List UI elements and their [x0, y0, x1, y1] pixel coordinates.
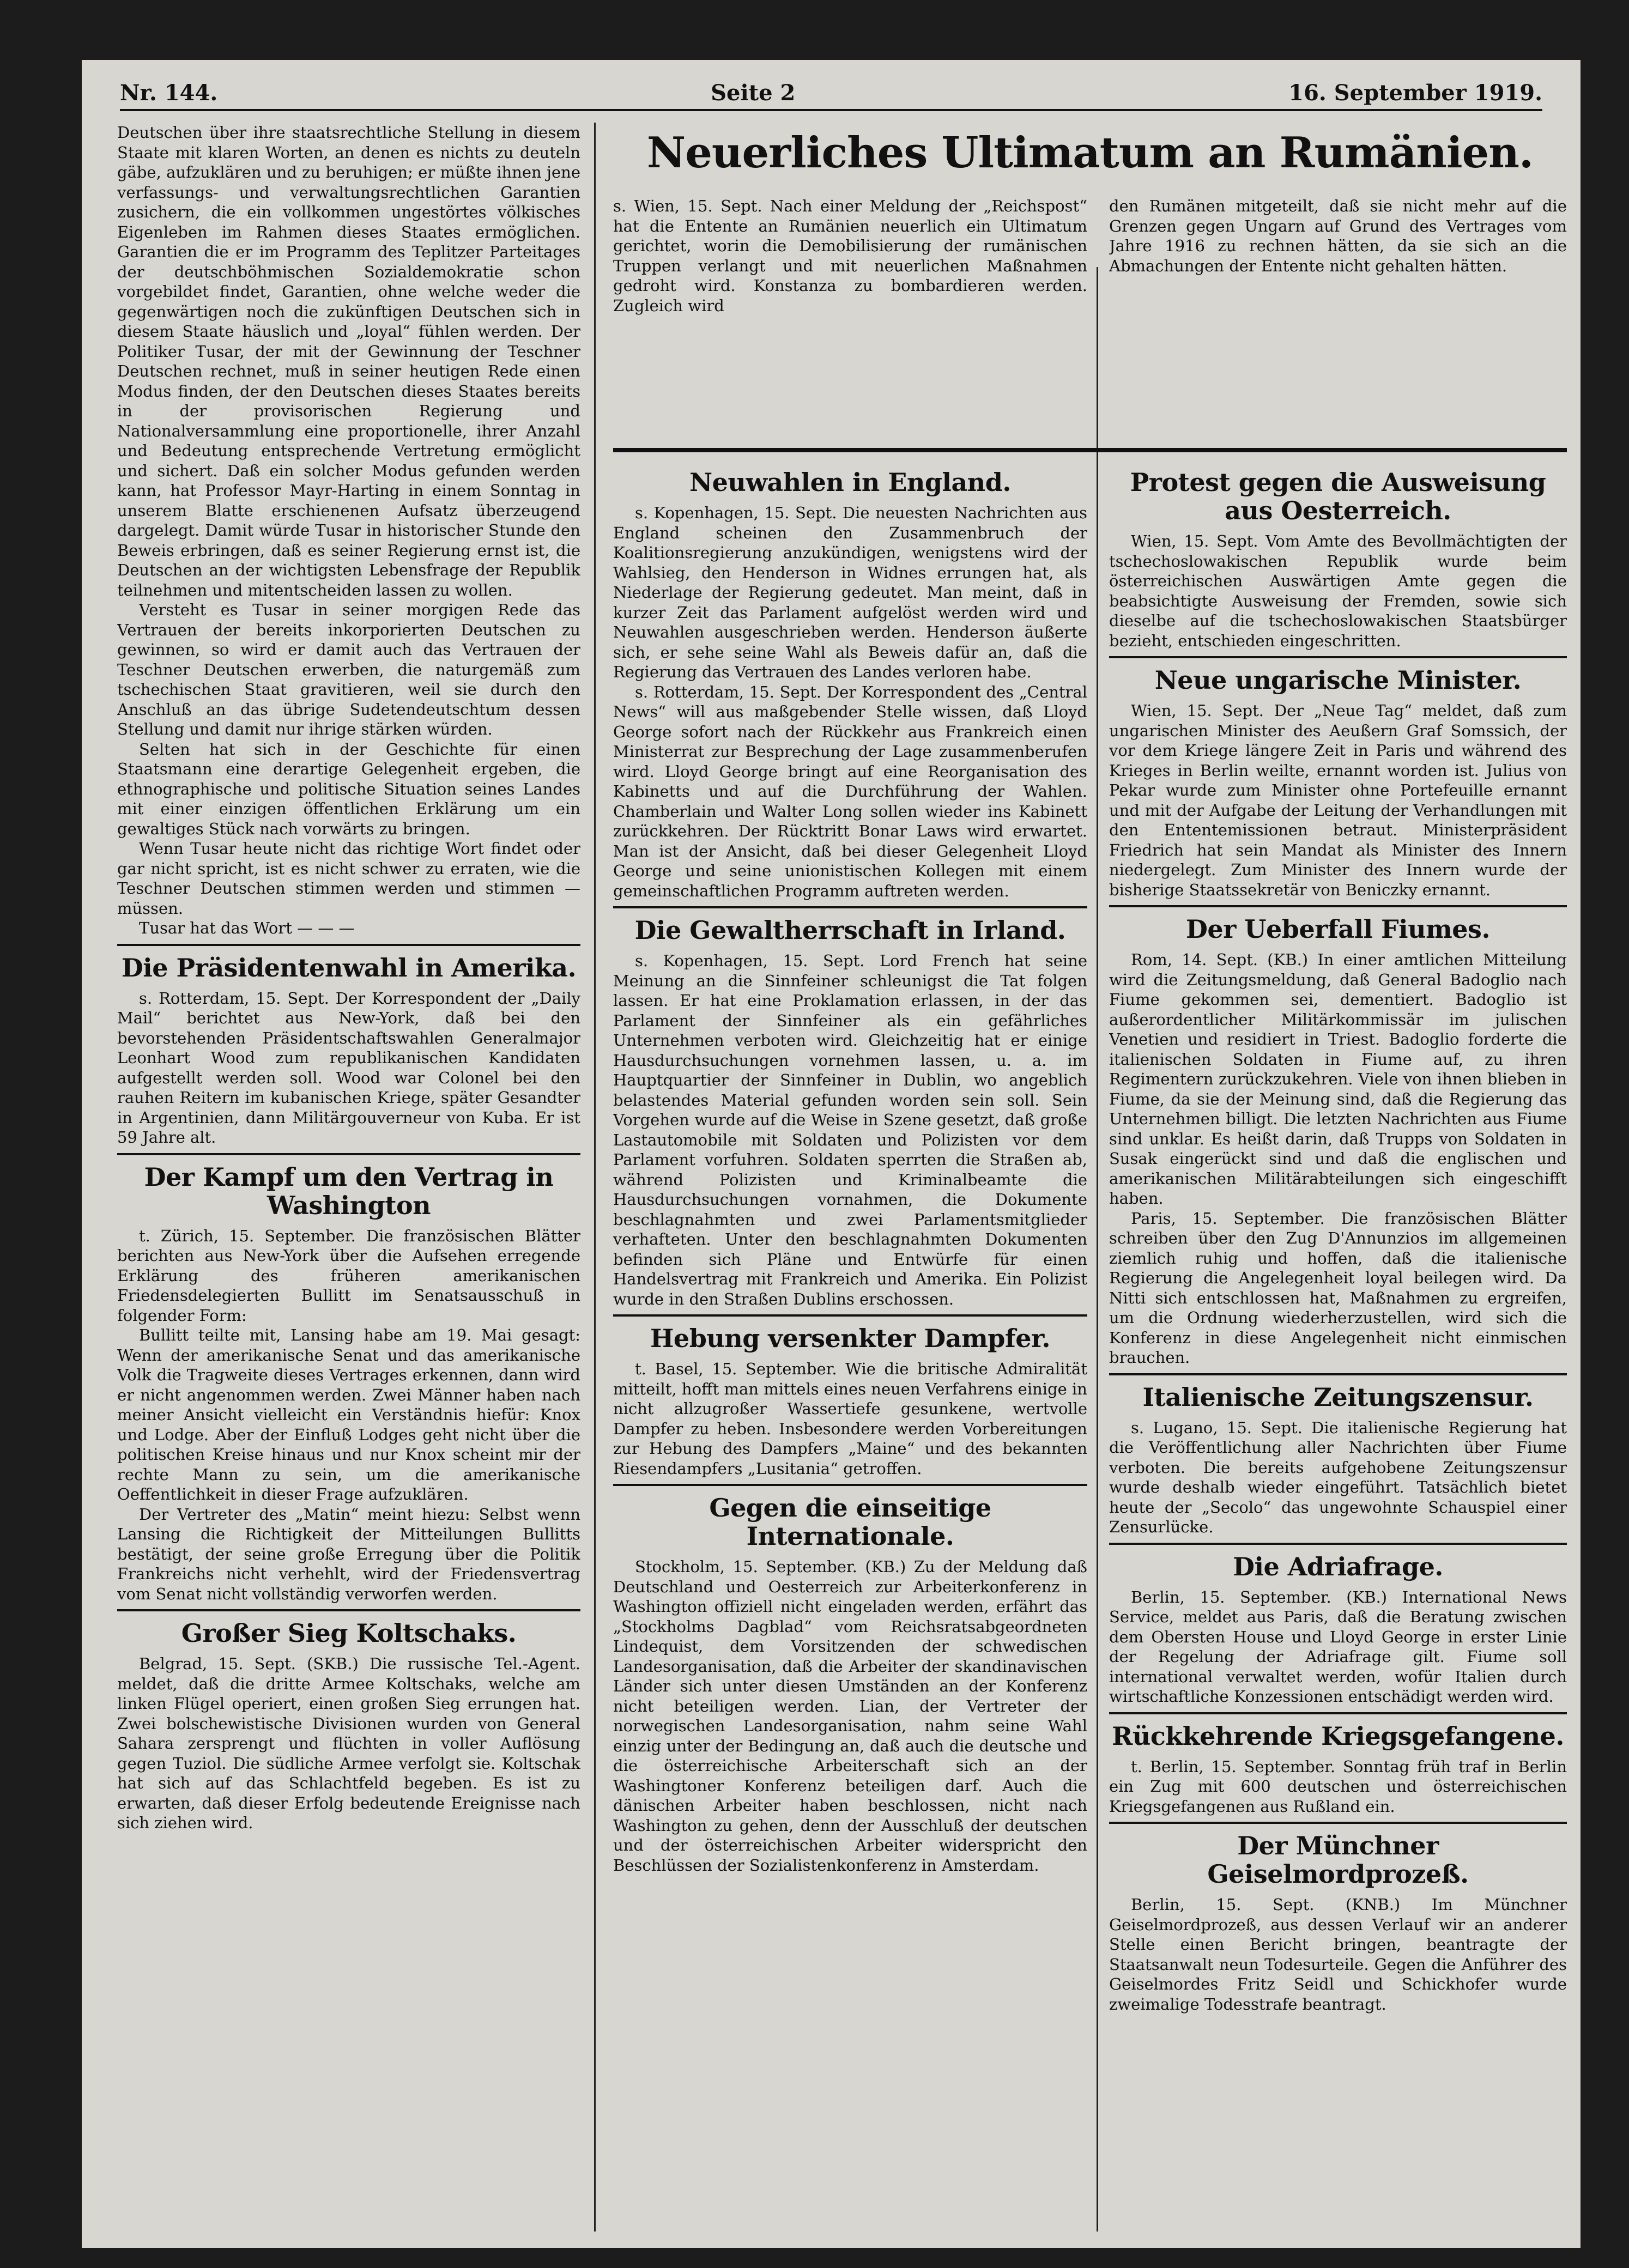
headline-zeitungszensur: Italienische Zeitungszensur. — [1142, 1382, 1534, 1412]
article-paragraph: Selten hat sich in der Geschichte für einen Staatsmann eine derartige Gelegenheit ergeben, die ethnographische und politische Situation seines Landes mit einer einzigen öffentlichen Erklärung um ein gewaltiges Stück nach vorwärts zu bringen. — [117, 739, 580, 838]
article-separator — [613, 906, 1087, 908]
headline-protest-ausweisung: Protest gegen die Ausweisung aus Oesterreich. — [1130, 468, 1546, 525]
headline-ungarische-minister: Neue ungarische Minister. — [1154, 665, 1522, 695]
article-separator — [117, 944, 580, 946]
article-separator — [117, 1153, 580, 1155]
article-separator — [117, 1609, 580, 1611]
banner-rule — [613, 448, 1567, 452]
article-paragraph: t. Zürich, 15. September. Die französischen Blätter berichten aus New-York über die Aufsehen erregende Erklärung des früheren amerikanischen Friedensdelegierten Bullitt im Senatsausschuß in folgender Form: — [117, 1226, 580, 1325]
newspaper-page — [82, 60, 1580, 2248]
headline-geiselmordprozess: Der Münchner Geiselmordprozeß. — [1207, 1831, 1469, 1889]
column-rule — [594, 123, 596, 2231]
article-separator — [613, 1484, 1087, 1486]
column-2 — [613, 460, 1087, 2231]
lead-article-part1: s. Wien, 15. Sept. Nach einer Meldung der „Reichspost“ hat die Entente an Rumänien neuerlich ein Ultimatum gerichtet, worin die Demobilisierung der rumänischen Truppen verlangt und mit neuerlichen Maßnahmen gedroht wird. Konstanza zu bombardieren werden. Zugleich wird — [613, 197, 1087, 315]
article-paragraph: s. Kopenhagen, 15. Sept. Die neuesten Nachrichten aus England scheinen den Zusammenbruch der Koalitionsregierung anzukündigen, wenigstens wird der Wahlsieg, den Henderson in Widnes errungen hat, als Niederlage der Regierung gedeutet. Man meint, daß in kurzer Zeit das Parlament aufgelöst werden wird und Neuwahlen ausgeschrieben werden. Henderson äußerte sich, er sehe seine Wahl als Beweis dafür an, daß die Regierung das Vertrauen des Landes verloren habe. — [613, 504, 1087, 681]
article-separator — [613, 1314, 1087, 1317]
column-1 — [117, 123, 580, 2231]
article-paragraph: Belgrad, 15. Sept. (SKB.) Die russische Tel.-Agent. meldet, daß die dritte Armee Koltschaks, welche am linken Flügel operiert, einen großen Sieg errungen hat. Zwei bolschewistische Divisionen wurden von General Sahara zersprengt und flüchten in voller Auflösung gegen Tuziol. Die südliche Armee verfolgt sie. Koltschak hat sich auf das Schlachtfeld begeben. Es ist zu erwarten, daß dieser Erfolg bedeutende Ereignisse nach sich ziehen wird. — [117, 1654, 580, 1832]
article-paragraph: Wenn Tusar heute nicht das richtige Wort findet oder gar nicht spricht, ist es nicht schwer zu erraten, wie die Teschner Deutschen stimmen werden und stimmen — müssen. — [117, 839, 580, 918]
headline-irland: Die Gewaltherrschaft in Irland. — [634, 915, 1066, 945]
column-rule — [1097, 267, 1098, 2231]
headline-praesidentenwahl: Die Präsidentenwahl in Amerika. — [121, 953, 577, 983]
article-separator — [1109, 1712, 1567, 1714]
headline-kriegsgefangene: Rückkehrende Kriegsgefangene. — [1112, 1721, 1564, 1751]
article-paragraph: Versteht es Tusar in seiner morgigen Rede das Vertrauen der bereits inkorporierten Deutschen zu gewinnen, so wird er damit auch das Vertrauen der Teschner Deutschen erwerben, die naturgemäß zum tschechischen Staat gravitieren, weil sie durch den Anschluß an das übrige Sudetendeutschtum dessen Stellung und damit nur ihrige stärken würden. — [117, 601, 580, 738]
article-paragraph: s. Kopenhagen, 15. Sept. Lord French hat seine Meinung an die Sinnfeiner schleunigst die Tat folgen lassen. Er hat eine Proklamation erlassen, in der das Parlament der Sinnfeiner als ein gefährliches Unternehmen verboten wird. Gleichzeitig hat er einige Hausdurchsuchungen vornehmen lassen, u. a. im Hauptquartier der Sinnfeiner in Dublin, wo angeblich belastendes Material gefunden worden sein soll. Sein Vorgehen wurde auf die Weise in Szene gesetzt, daß große Lastautomobile mit Soldaten und Polizisten vor dem Parlament vorfuhren. Soldaten sperrten die Straßen ab, während Polizisten und Kriminalbeamte die Hausdurchsuchungen vornahmen, die Dokumente beschlagnahmten und zwei Parlamentsmitglieder verhafteten. Unter den beschlagnahmten Dokumenten befinden sich Pläne und Entwürfe für einen Handelsvertrag mit Frankreich und Amerika. Ein Polizist wurde in den Straßen Dublins erschossen. — [613, 951, 1087, 1308]
article-paragraph: Wien, 15. Sept. Vom Amte des Bevollmächtigten der tschechoslowakischen Republik wurde beim österreichischen Auswärtigen Amte gegen die beabsichtigte Ausweisung der Fremden, sowie sich dieselbe auf die tschechoslowakischen Staatsbürger bezieht, entschieden eingeschritten. — [1109, 532, 1567, 650]
headline-kampf-vertrag: Der Kampf um den Vertrag in Washington — [144, 1162, 554, 1220]
headline-neuwahlen-england: Neuwahlen in England. — [689, 468, 1011, 497]
article-separator — [1109, 1543, 1567, 1545]
issue-number: Nr. 144. — [120, 80, 218, 106]
headline-adriafrage: Die Adriafrage. — [1233, 1551, 1443, 1581]
article-paragraph: Rom, 14. Sept. (KB.) In einer amtlichen Mitteilung wird die Zeitungsmeldung, daß General Badoglio nach Fiume gekommen sei, dementiert. Badoglio ist außerordentlicher Militärkommissär im julischen Venetien und residiert in Triest. Badoglio forderte die italienischen Soldaten in Fiume auf, zu ihren Regimentern zurückzukehren. Viele von ihnen blieben in Fiume, da sie der Meinung sind, daß die Regierung das Unternehmen billigt. Die letzten Nachrichten aus Fiume sind unklar. Es heißt darin, daß Trupps von Soldaten in Susak eingerückt sind und daß die englischen und amerikanischen Militärabteilungen sich eingeschifft haben. — [1109, 950, 1567, 1208]
article-paragraph: Bullitt teilte mit, Lansing habe am 19. Mai gesagt: Wenn der amerikanische Senat und das amerikanische Volk die Tragweite dieses Vertrages erkennen, dann wird er nicht angenommen werden. Zwei Männer haben nach meiner Ansicht vielleicht ein Verständnis hiefür: Knox und Lodge. Aber der Einfluß Lodges geht nicht über die politischen Kreise hinaus und nur Knox scheint mir der rechte Mann zu sein, um die amerikanische Oeffentlichkeit in dieser Frage aufzuklären. — [117, 1326, 580, 1503]
article-paragraph: s. Rotterdam, 15. Sept. Der Korrespondent des „Central News“ will aus maßgebender Stelle wissen, daß Lloyd George sofort nach der Rückkehr aus Frankreich einen Ministerrat zur Besprechung der Lage zusammenberufen wird. Lloyd George bringt auf eine Reorganisation des Kabinetts und auf die Durchführung der Wahlen. Chamberlain und Walter Long sollen wieder ins Kabinett zurückkehren. Der Rücktritt Bonar Laws wird erwartet. Man ist der Ansicht, daß bei dieser Gelegenheit Lloyd George und seine unionistischen Kollegen mit einem gemeinschaftlichen Programm auftreten werden. — [613, 682, 1087, 900]
article-paragraph: Paris, 15. September. Die französischen Blätter schreiben über den Zug D'Annunzios im allgemeinen ziemlich ruhig und hoffen, daß die italienische Regierung die Angelegenheit loyal beilegen wird. Da Nitti sich entschlossen hat, Maßnahmen zu ergreifen, um die Ordnung wiederherzustellen, wird sich die Konferenz in diese Angelegenheit nicht einmischen brauchen. — [1109, 1209, 1567, 1367]
article-paragraph: t. Basel, 15. September. Wie die britische Admiralität mitteilt, hofft man mittels eines neuen Verfahrens einige in nicht allzugroßer Wassertiefe gesunkene, wertvolle Dampfer zu heben. Insbesondere werden Vorbereitungen zur Hebung des Dampfers „Maine“ und des bekannten Riesendampfers „Lusitania“ getroffen. — [613, 1360, 1087, 1478]
page-header — [120, 76, 1542, 111]
article-paragraph: Tusar hat das Wort — — — — [139, 919, 355, 937]
article-paragraph: Stockholm, 15. September. (KB.) Zu der Meldung daß Deutschland und Oesterreich zur Arbeiterkonferenz in Washington offiziell nicht eingeladen werden, erfährt das „Stockholms Dagblad“ vom Reichsratsabgeordneten Lindequist, dem Vorsitzenden der schwedischen Landesorganisation, daß die Arbeiter der skandinavischen Länder sich unter diesen Umständen an der Konferenz nicht beteiligen werden. Lian, der Vertreter der norwegischen Landesorganisation, nahm seine Wahl einzig unter der Bedingung an, daß auch die deutsche und die österreichische Arbeiterschaft sich an der Washingtoner Konferenz beteiligen darf. Auch die dänischen Arbeiter haben beschlossen, nicht nach Washington zu gehen, denn der Ausschluß der deutschen und der österreichischen Arbeiter widerspricht den Beschlüssen der Sozialistenkonferenz in Amsterdam. — [613, 1557, 1087, 1875]
headline-ueberfall-fiumes: Der Ueberfall Fiumes. — [1186, 914, 1490, 944]
issue-date: 16. September 1919. — [1288, 80, 1542, 106]
article-paragraph: Der Vertreter des „Matin“ meint hiezu: Selbst wenn Lansing die Richtigkeit der Mitteilungen Bullitts bestätigt, der seine große Erregung über die Politik Frankreichs nicht verhehlt, wird der Friedensvertrag vom Senat nicht vollständig verworfen werden. — [117, 1505, 580, 1603]
article-paragraph: t. Berlin, 15. September. Sonntag früh traf in Berlin ein Zug mit 600 deutschen und österreichischen Kriegsgefangenen aus Rußland ein. — [1109, 1757, 1567, 1816]
lead-article-part2: den Rumänen mitgeteilt, daß sie nicht mehr auf die Grenzen gegen Ungarn auf Grund des Vertrages vom Jahre 1916 zu rechnen hätten, da sie sich an die Abmachungen der Entente nicht gehalten hätten. — [1109, 197, 1567, 275]
article-paragraph: Berlin, 15. September. (KB.) International News Service, meldet aus Paris, daß die Beratung zwischen dem Obersten House und Lloyd George in erster Linie der Regelung der Adriafrage gilt. Fiume soll international verwaltet werden, wofür Italien durch wirtschaftliche Konzessionen entschädigt werden wird. — [1109, 1587, 1567, 1706]
article-paragraph: Deutschen über ihre staatsrechtliche Stellung in diesem Staate mit klaren Worten, an denen es nichts zu deuteln gäbe, aufzuklären und zu beruhigen; er müßte ihnen jene verfassungs- und verwaltungsrechtlichen Garantien zusichern, die ein vollkommen ungestörtes völkisches Eigenleben im Rahmen dieses Staates ermöglichen. Garantien die er im Programm des Teplitzer Parteitages der deutschböhmischen Sozialdemokratie schon vorgebildet findet, Garantien, ohne welche weder die gegenwärtigen noch die zukünftigen Deutschen sich in diesem Staate häuslich und „loyal“ fühlen werden. Der Politiker Tusar, der mit der Gewinnung der Teschner Deutschen rechnet, muß in seiner heutigen Rede einen Modus finden, der den Deutschen dieses Staates bereits in der provisorischen Regierung und Nationalversammlung eine proportionelle, ihrer Anzahl und Bedeutung entsprechende Vertretung ermöglicht und sichert. Daß ein solcher Modus gefunden werden kann, hat Professor Mayr-Harting in einem Sonntag in unserem Blatte erschienenen Aufsatz überzeugend dargelegt. Damit würde Tusar in historischer Stunde den Beweis erbringen, daß es seiner Regierung ernst ist, die Deutschen an der wichtigsten Lebensfrage der Republik teilnehmen und mitentscheiden lassen zu wollen. — [117, 123, 580, 599]
article-separator — [1109, 656, 1567, 658]
article-paragraph: Wien, 15. Sept. Der „Neue Tag“ meldet, daß zum ungarischen Minister des Aeußern Graf Somssich, der vor dem Kriege längere Zeit in Paris und während des Krieges in Berlin weilte, ernannt worden ist. Julius von Pekar wurde zum Minister ohne Portefeuille ernannt und mit der Aufgabe der Leitung der Verhandlungen mit den Ententemissionen betraut. Ministerpräsident Friedrich hat sein Mandat als Minister des Innern niedergelegt. Zum Minister des Innern wurde der bisherige Staatssekretär von Beniczky ernannt. — [1109, 701, 1567, 899]
headline-banner: Neuerliches Ultimatum an Rumänien. — [646, 128, 1534, 178]
headline-internationale: Gegen die einseitige Internationale. — [709, 1493, 991, 1551]
article-paragraph: s. Lugano, 15. Sept. Die italienische Regierung hat die Veröffentlichung aller Nachrichten über Fiume verboten. Die bereits aufgehobene Zeitungszensur wurde deshalb wieder eingeführt. Tatsächlich bietet heute der „Secolo“ das ungewohnte Schauspiel einer Zensurlücke. — [1109, 1418, 1567, 1536]
article-paragraph: s. Rotterdam, 15. Sept. Der Korrespondent der „Daily Mail“ berichtet aus New-York, daß bei den bevorstehenden Präsidentschaftswahlen Generalmajor Leonhart Wood zum republikanischen Kandidaten aufgestellt werden soll. Wood war Colonel bei den rauhen Reitern im kubanischen Kriege, später Gesandter in Argentinien, dann Militärgouverneur von Kuba. Er ist 59 Jahre alt. — [117, 989, 580, 1147]
headline-hebung-dampfer: Hebung versenkter Dampfer. — [650, 1324, 1051, 1353]
page-number: Seite 2 — [711, 80, 796, 106]
article-separator — [1109, 905, 1567, 907]
article-separator — [1109, 1822, 1567, 1824]
headline-sieg-koltschaks: Großer Sieg Koltschaks. — [181, 1618, 517, 1648]
column-3 — [1109, 460, 1567, 2231]
article-paragraph: Berlin, 15. Sept. (KNB.) Im Münchner Geiselmordprozeß, aus dessen Verlauf wir an anderer Stelle einen Bericht bringen, beantragte der Staatsanwalt neun Todesurteile. Gegen die Anführer des Geiselmordes Fritz Seidl und Schickhofer wurde zweimalige Todesstrafe beantragt. — [1109, 1895, 1567, 2014]
article-separator — [1109, 1373, 1567, 1375]
